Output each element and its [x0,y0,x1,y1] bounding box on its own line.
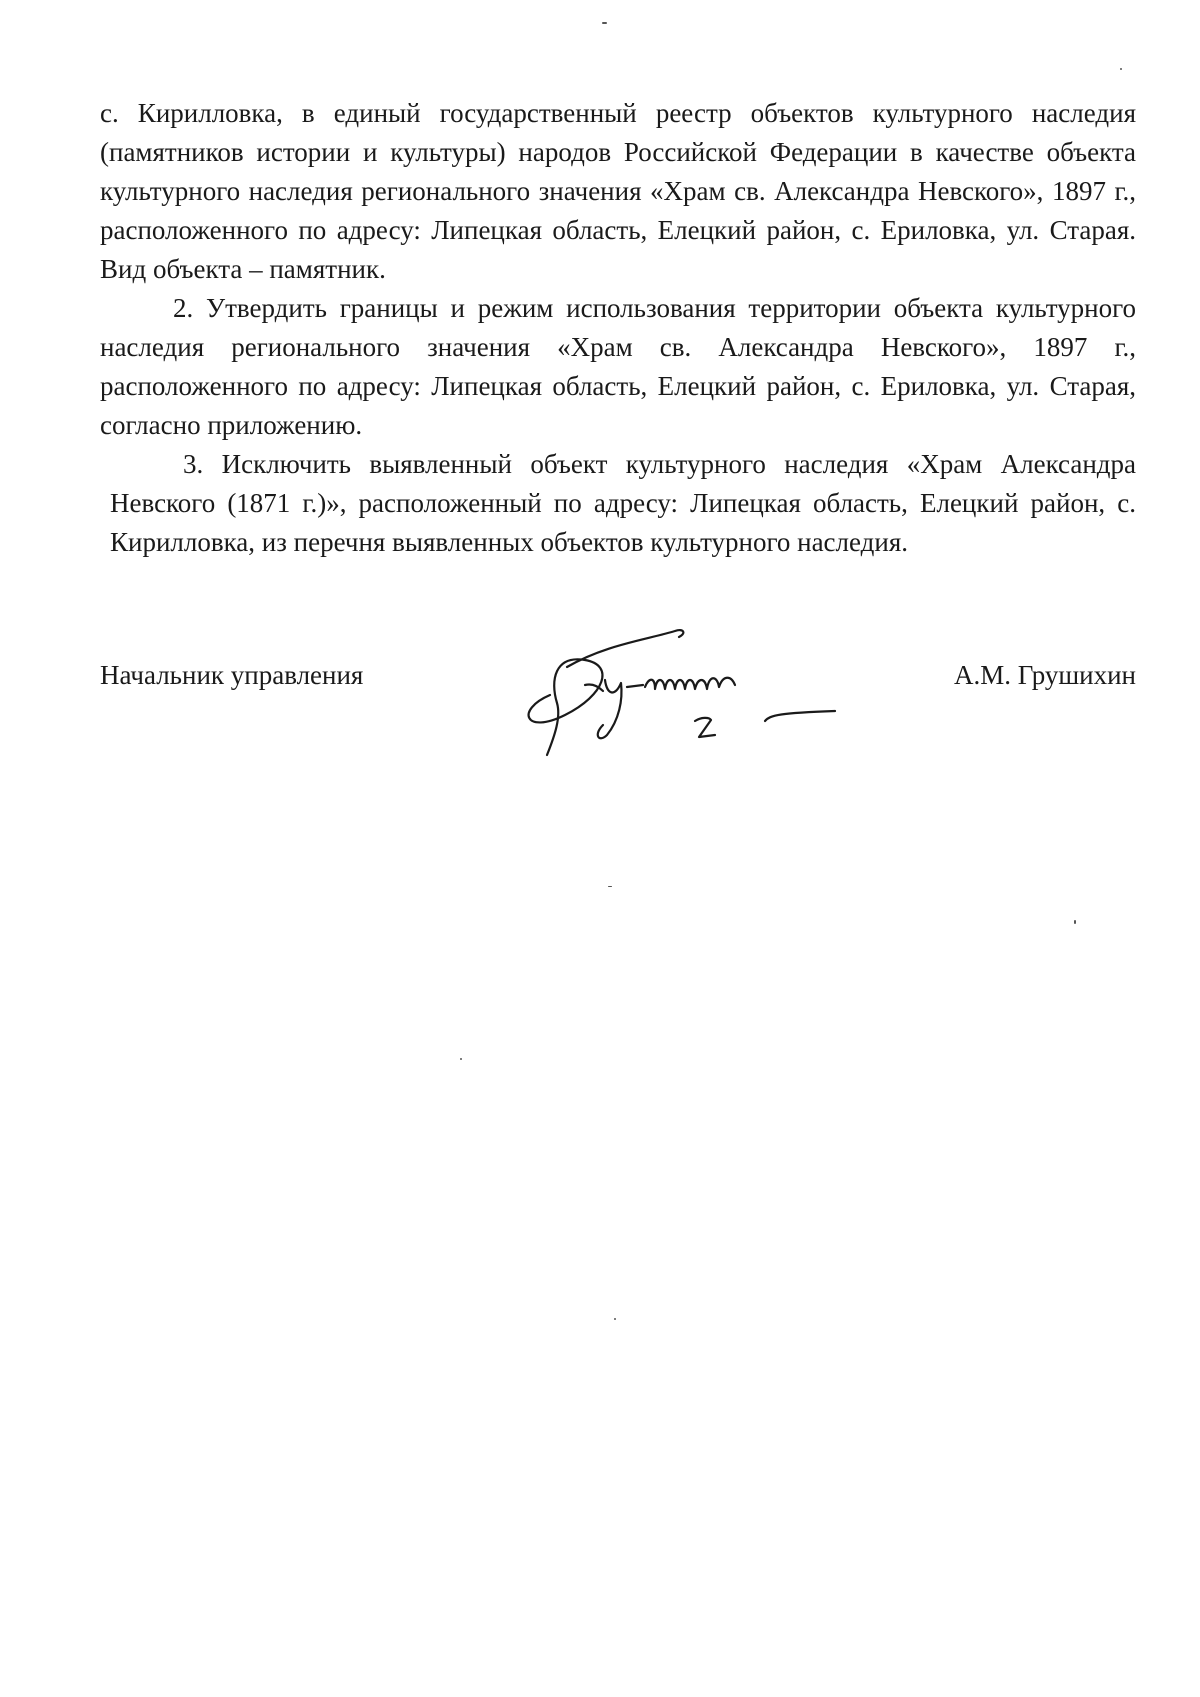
scan-speck [614,1318,616,1320]
scan-speck [608,886,612,887]
handwritten-signature [495,625,875,760]
signature-block [100,660,1136,770]
paragraph-item-2: 2. Утвердить границы и режим использования территории объекта культурного наследия регионального значения «Храм св. Александра Невского», 1897 г., расположенного по адресу: Липецкая область, Елецкий район, с. Ериловка, ул. Старая, согласно приложению. [100,293,1136,440]
signatory-title: Начальник управления [100,660,364,690]
paragraph-item-3: 3. Исключить выявленный объект культурного наследия «Храм Александра Невского (1871 г.)», расположенный по адресу: Липецкая область, Елецкий район, с. Кирилловка, из перечня выявленных объектов культурного наследия. [110,449,1136,557]
scan-speck [1074,920,1076,924]
document-body [100,94,1136,562]
signatory-name: А.М. Грушихин [954,660,1136,690]
paragraph-1-continuation: с. Кирилловка, в единый государственный реестр объектов культурного наследия (памятников истории и культуры) народов Российской Федерации в качестве объекта культурного наследия регионального значения «Храм св. Александра Невского», 1897 г., расположенного по адресу: Липецкая область, Елецкий район, с. Ериловка, ул. Старая. Вид объекта – памятник. [100,98,1136,284]
scan-speck [602,22,607,24]
scan-speck [460,1058,462,1060]
scan-speck [1120,68,1122,70]
